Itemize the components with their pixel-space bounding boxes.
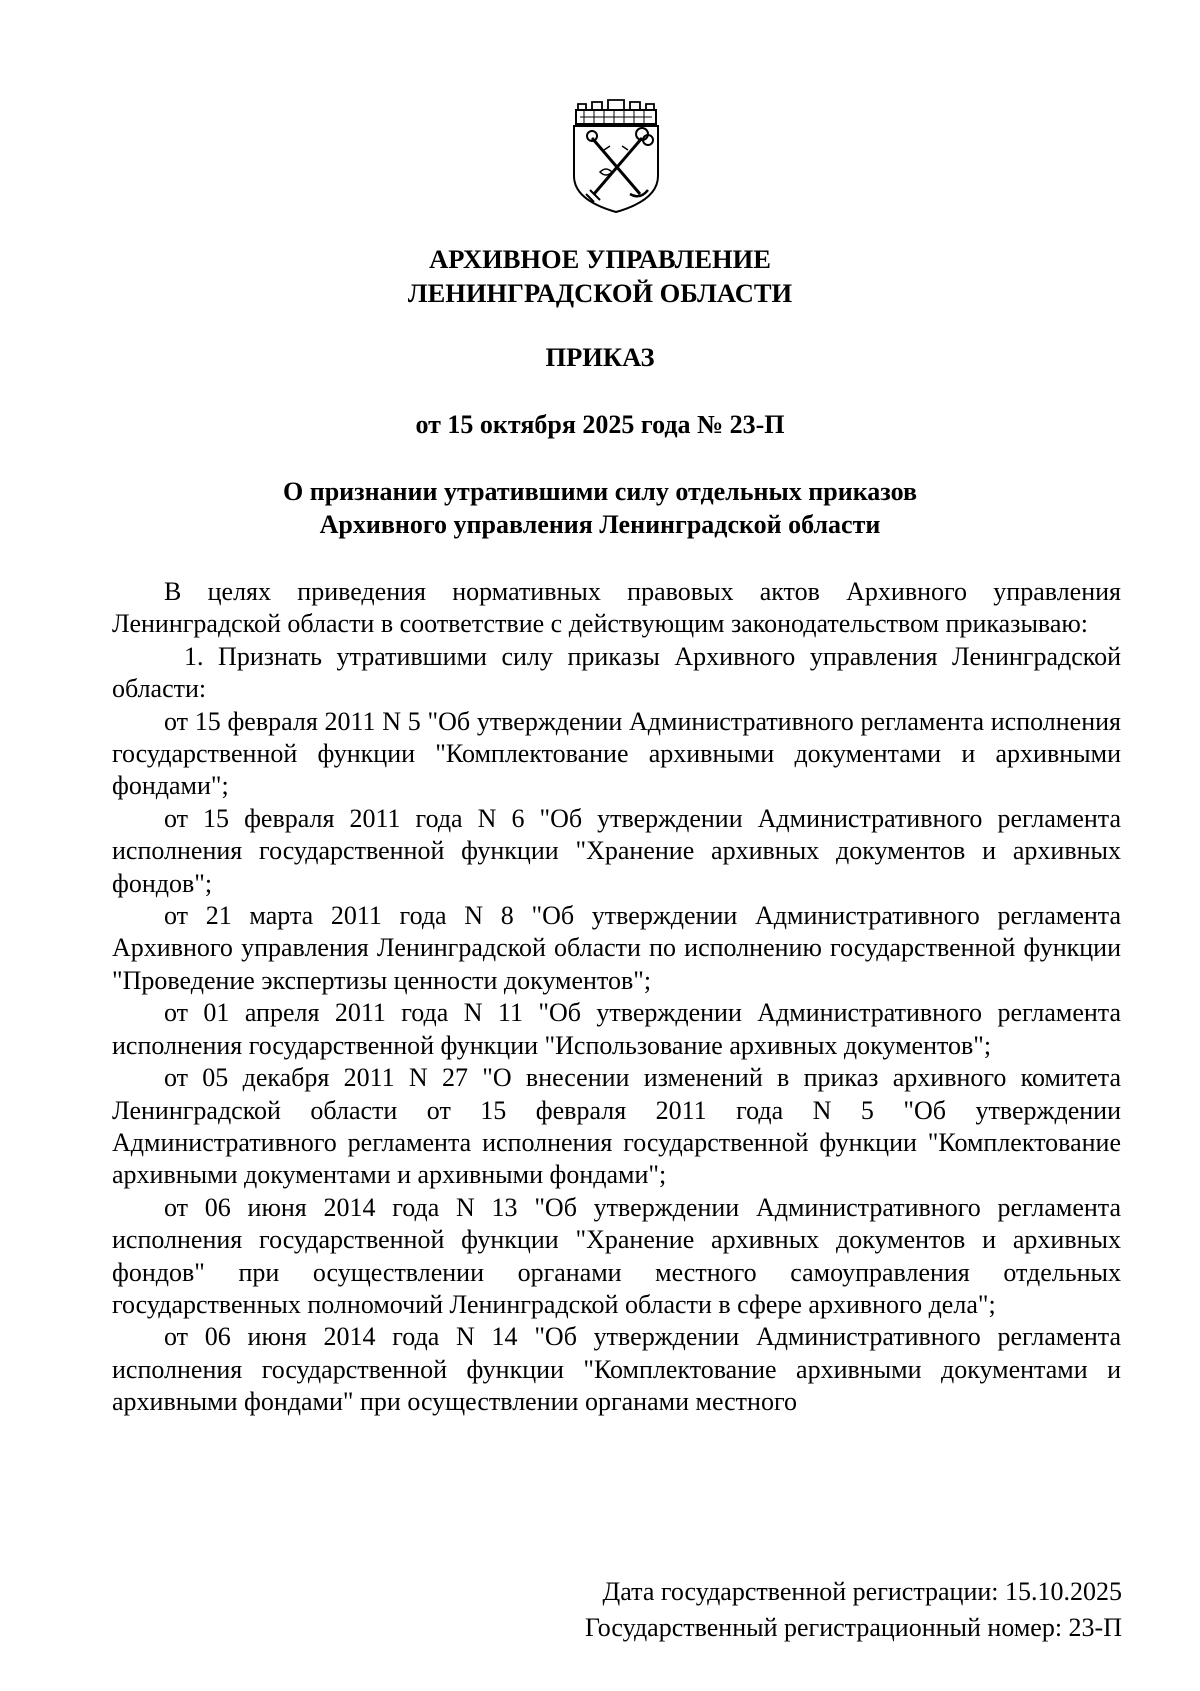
coat-of-arms-icon xyxy=(570,96,662,216)
list-item: от 05 декабря 2011 N 27 "О внесении изменений в приказ архивного комитета Ленинградской области от 15 февраля 2011 года N 5 "Об утверждении Административного регламента исполнения государственной функции "Комплектование архивными документами и архивными фондами"; xyxy=(112,1063,1121,1190)
document-subject xyxy=(0,475,1200,541)
preamble-paragraph: В целях приведения нормативных правовых актов Архивного управления Ленинградской области в соответствие с действующим законодательством приказываю: xyxy=(112,577,1121,639)
document-type: ПРИКАЗ xyxy=(545,342,655,372)
clause-1-paragraph: 1. Признать утратившими силу приказы Архивного управления Ленинградской области: xyxy=(112,641,1121,704)
list-item: от 15 февраля 2011 года N 6 "Об утверждении Административного регламента исполнения государственной функции "Хранение архивных документов и архивных фондов"; xyxy=(112,803,1121,898)
organization-name xyxy=(0,242,1200,310)
subject-line-1: О признании утратившими силу отдельных приказов xyxy=(282,477,917,506)
subject-line-2: Архивного управления Ленинградской области xyxy=(319,510,881,539)
organization-name-line-1: АРХИВНОЕ УПРАВЛЕНИЕ xyxy=(429,244,771,274)
registration-date: Дата государственной регистрации: 15.10.2025 xyxy=(602,1577,1122,1606)
registration-info xyxy=(585,1574,1122,1646)
list-item: от 21 марта 2011 года N 8 "Об утверждении Административного регламента Архивного управления Ленинградской области по исполнению государственной функции "Проведение экспертизы ценности документов"; xyxy=(112,901,1121,995)
document-body xyxy=(112,576,1121,1419)
list-item: от 15 февраля 2011 N 5 "Об утверждении Административного регламента исполнения государственной функции "Комплектование архивными документами и архивными фондами"; xyxy=(112,706,1121,801)
list-item: от 06 июня 2014 года N 13 "Об утверждении Административного регламента исполнения государственной функции "Хранение архивных документов и архивных фондов" при осуществлении органами местного самоуправления отдельных государственных полномочий Ленинградской области в сфере архивного дела"; xyxy=(112,1192,1121,1319)
organization-name-line-2: ЛЕНИНГРАДСКОЙ ОБЛАСТИ xyxy=(407,278,793,308)
list-item: от 01 апреля 2011 года N 11 "Об утверждении Административного регламента исполнения государственной функции "Использование архивных документов"; xyxy=(112,998,1121,1060)
document-date-number: от 15 октября 2025 года № 23-П xyxy=(415,410,785,439)
registration-number: Государственный регистрационный номер: 23-П xyxy=(585,1613,1122,1642)
list-item: от 06 июня 2014 года N 14 "Об утверждении Административного регламента исполнения государственной функции "Комплектование архивными документами и архивными фондами" при осуществлении органами местного xyxy=(112,1322,1121,1417)
